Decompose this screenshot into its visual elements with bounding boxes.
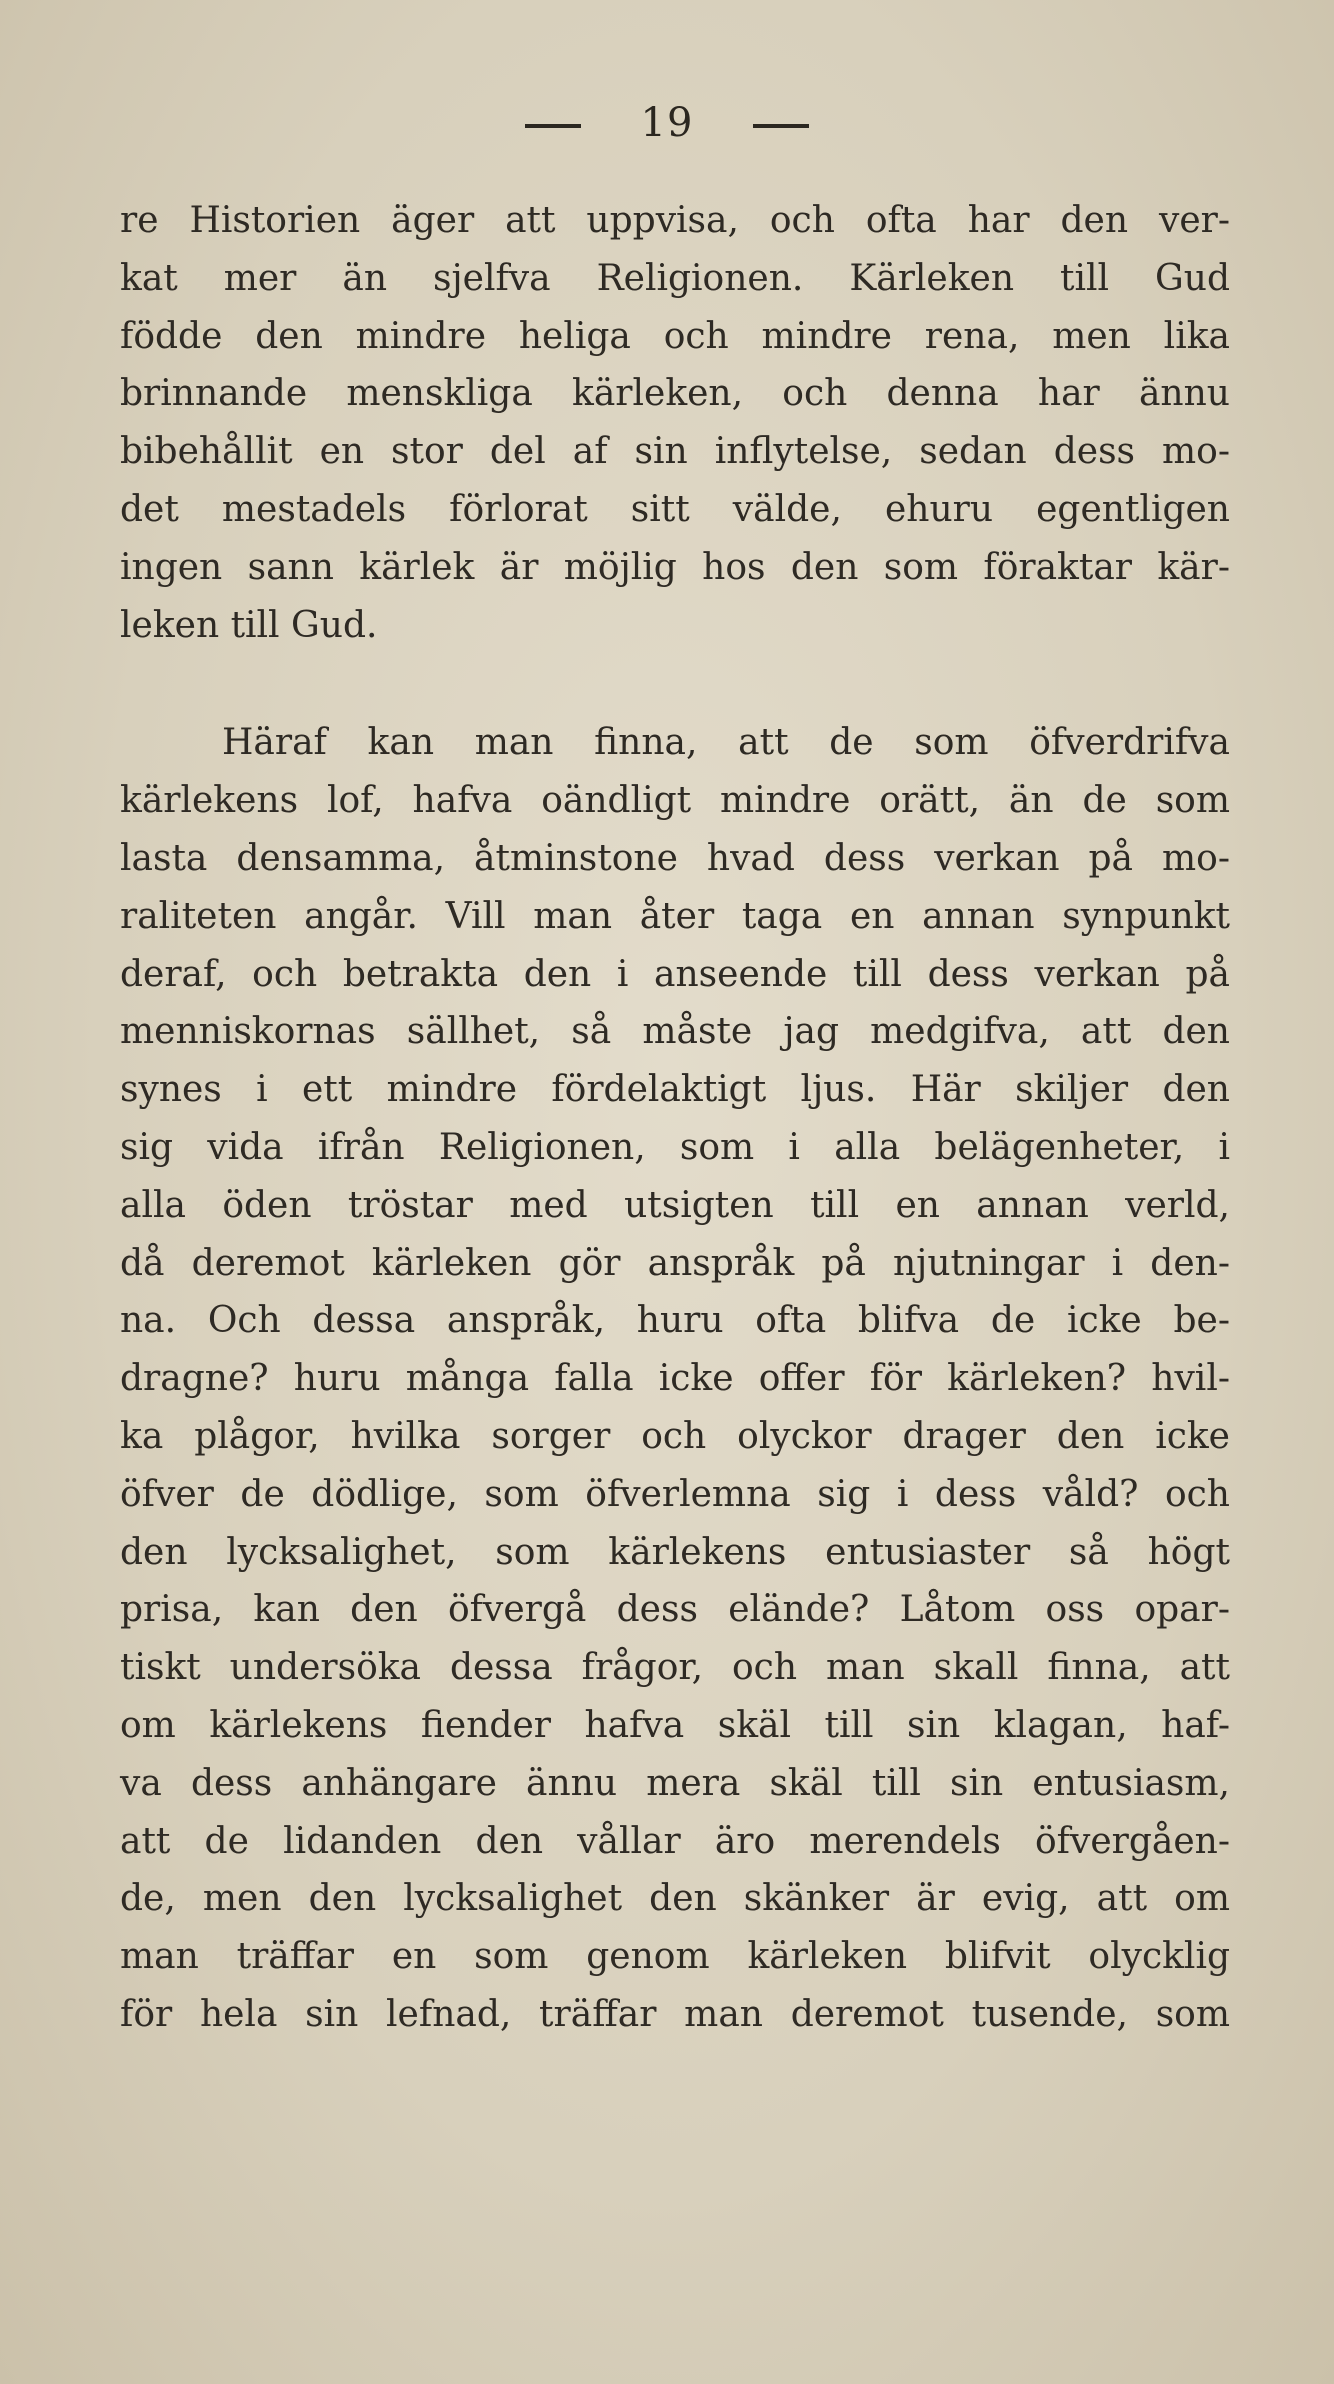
paragraph-2 [120, 714, 1230, 2043]
text-line: menniskornas sällhet, så måste jag medgifva, att den [120, 1011, 1230, 1053]
text-line: bibehållit en stor del af sin inflytelse, sedan dess mo- [120, 431, 1230, 473]
text-line: brinnande menskliga kärleken, och denna har ännu [120, 373, 1230, 415]
text-line: kat mer än sjelfva Religionen. Kärleken till Gud [120, 257, 1230, 299]
body-text [120, 192, 1230, 2044]
text-line: om kärlekens fiender hafva skäl till sin klagan, haf- [120, 1704, 1230, 1746]
text-line: deraf, och betrakta den i anseende till dess verkan på [120, 953, 1230, 995]
text-line: ka plågor, hvilka sorger och olyckor drager den icke [120, 1415, 1230, 1457]
text-line: prisa, kan den öfvergå dess elände? Låtom oss opar- [120, 1589, 1230, 1631]
text-line: det mestadels förlorat sitt välde, ehuru egentligen [120, 488, 1230, 530]
text-line: alla öden tröstar med utsigten till en annan verld, [120, 1184, 1230, 1226]
text-line: Häraf kan man finna, att de som öfverdrifva [222, 722, 1230, 764]
header-dash-right [753, 124, 809, 128]
text-line: födde den mindre heliga och mindre rena, men lika [120, 315, 1230, 357]
text-line: de, men den lycksalighet den skänker är evig, att om [120, 1878, 1230, 1920]
text-line: va dess anhängare ännu mera skäl till sin entusiasm, [120, 1762, 1230, 1804]
text-line: öfver de dödlige, som öfverlemna sig i dess våld? och [120, 1473, 1230, 1515]
text-line: den lycksalighet, som kärlekens entusiaster så högt [120, 1531, 1230, 1573]
header-dash-left [525, 124, 581, 128]
text-line: leken till Gud. [120, 604, 378, 646]
text-line: na. Och dessa anspråk, huru ofta blifva de icke be- [120, 1300, 1230, 1342]
text-line: re Historien äger att uppvisa, och ofta har den ver- [120, 200, 1230, 241]
text-line: tiskt undersöka dessa frågor, och man skall finna, att [120, 1647, 1230, 1689]
text-line: att de lidanden den vållar äro merendels öfvergåen- [120, 1820, 1230, 1862]
page-number: 19 [640, 100, 694, 146]
text-line: dragne? huru många falla icke offer för kärleken? hvil- [120, 1358, 1230, 1400]
text-line: ingen sann kärlek är möjlig hos den som föraktar kär- [120, 546, 1230, 588]
paragraph-gap [120, 654, 1230, 714]
paragraph-1 [120, 192, 1230, 654]
text-line: synes i ett mindre fördelaktigt ljus. Här skiljer den [120, 1069, 1230, 1111]
text-line: lasta densamma, åtminstone hvad dess verkan på mo- [120, 837, 1230, 879]
text-line: för hela sin lefnad, träffar man deremot tusende, som [120, 1993, 1230, 2035]
text-line: kärlekens lof, hafva oändligt mindre orätt, än de som [120, 780, 1230, 822]
text-line: man träffar en som genom kärleken blifvit olycklig [120, 1936, 1230, 1978]
text-line: då deremot kärleken gör anspråk på njutningar i den- [120, 1242, 1230, 1284]
page-header [0, 100, 1334, 146]
text-line: sig vida ifrån Religionen, som i alla belägenheter, i [120, 1126, 1230, 1168]
text-line: raliteten angår. Vill man åter taga en annan synpunkt [120, 895, 1230, 937]
